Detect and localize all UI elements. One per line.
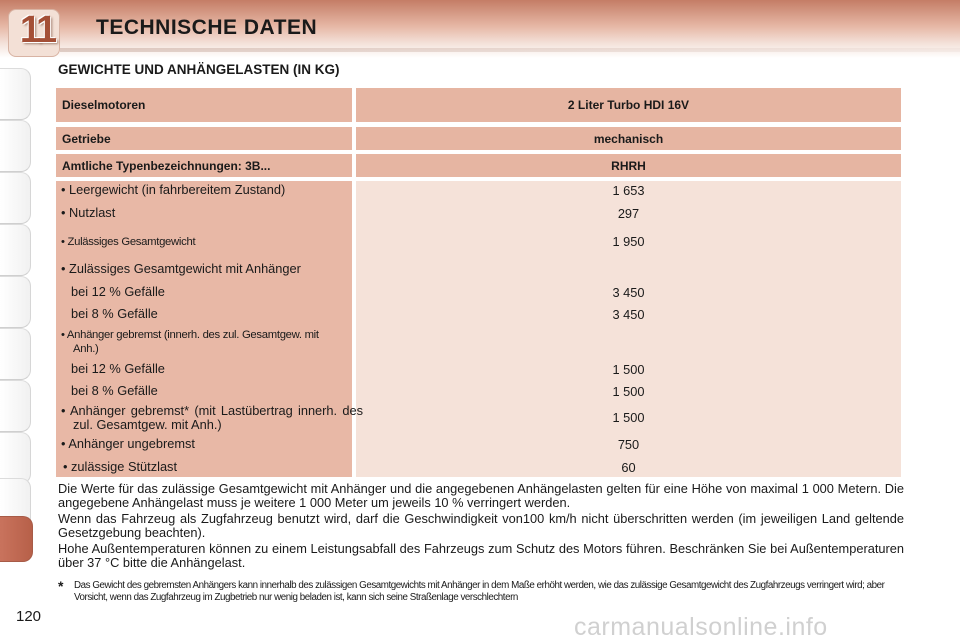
table-value-column <box>356 181 901 477</box>
table-row-value: 60 <box>621 460 636 475</box>
header-row-engine-label: Dieselmotoren <box>56 88 352 122</box>
table-row-label: bei 12 % Gefälle <box>71 284 165 299</box>
side-tab-technical-data[interactable] <box>0 516 33 562</box>
section-title: GEWICHTE UND ANHÄNGELASTEN (IN KG) <box>58 62 340 77</box>
watermark: carmanualsonline.info <box>574 613 828 641</box>
footnote-text: Das Gewicht des gebremsten Anhängers kann innerhalb des zulässigen Gesamtgewichts mit Anhänger in dem Maße erhöht werden, wie das zulässige Gesamtgewicht des Zugfahrzeugs verringert wird; aber Vorsicht, wenn das Zugfahrzeug im Zugbetrieb nur wenig beladen ist, kann sich seine Straßenlage verschlechtern <box>74 580 885 603</box>
header-row-type-label: Amtliche Typenbezeichnungen: 3B... <box>56 154 352 177</box>
side-tab-5[interactable] <box>0 276 31 328</box>
side-tab-4[interactable] <box>0 224 31 276</box>
table-row-label: bei 8 % Gefälle <box>71 306 158 321</box>
table-row-label: • Anhänger gebremst* (mit Lastübertrag innerh. des zul. Gesamtgew. mit Anh.) <box>61 403 363 432</box>
header-divider <box>60 48 960 52</box>
side-tab-3[interactable] <box>0 172 31 224</box>
paragraph-speed: Wenn das Fahrzeug als Zugfahrzeug benutzt wird, darf die Geschwindigkeit von100 km/h nicht überschritten werden (im jeweiligen Land geltende Gesetzgebung beachten). <box>58 511 904 540</box>
table-row-value: 1 500 <box>612 410 645 425</box>
table-row-label: • Nutzlast <box>61 205 116 220</box>
table-row-label: bei 12 % Gefälle <box>71 361 165 376</box>
header-row-engine-value: 2 Liter Turbo HDI 16V <box>356 88 901 122</box>
chapter-title: TECHNISCHE DATEN <box>96 16 318 39</box>
chapter-number: 11 <box>19 9 55 51</box>
table-row-value: 297 <box>617 206 640 221</box>
paragraph-temperature: Hohe Außentemperaturen können zu einem Leistungsabfall des Fahrzeugs zum Schutz des Motors führen. Beschränken Sie bei Außentemperaturen über 37 °C bitte die Anhängelast. <box>58 541 904 570</box>
paragraph-altitude: Die Werte für das zulässige Gesamtgewicht mit Anhänger und die angegebenen Anhängelasten gelten für eine Höhe von maximal 1 000 Metern. Die angegebene Anhängelast muss je weitere 1 000 Meter um jeweils 10 % verringert werden. <box>58 481 904 510</box>
table-row-label: • Anhänger gebremst (innerh. des zul. Gesamtgew. mit Anh.) <box>61 329 319 355</box>
table-row-value: 1 950 <box>612 234 645 249</box>
table-row-value: 3 450 <box>612 285 645 300</box>
table-row-label: • Leergewicht (in fahrbereitem Zustand) <box>61 182 286 197</box>
side-tab-1[interactable] <box>0 68 31 120</box>
page-number: 120 <box>16 608 42 625</box>
table-row-value: 1 500 <box>612 362 645 377</box>
table-row-label: • Anhänger ungebremst <box>61 436 195 451</box>
header-row-gearbox-value: mechanisch <box>356 127 901 150</box>
footnote-marker: * <box>58 578 64 594</box>
header-row-gearbox-label: Getriebe <box>56 127 352 150</box>
side-tab-2[interactable] <box>0 120 31 172</box>
table-row-value: 1 653 <box>612 183 645 198</box>
table-row-label: bei 8 % Gefälle <box>71 383 158 398</box>
side-tab-7[interactable] <box>0 380 31 432</box>
table-row-value: 1 500 <box>612 384 645 399</box>
side-tab-6[interactable] <box>0 328 31 380</box>
table-row-label: • Zulässiges Gesamtgewicht mit Anhänger <box>61 261 301 276</box>
header-row-type-value: RHRH <box>356 154 901 177</box>
table-row-value: 750 <box>617 437 640 452</box>
side-tab-8[interactable] <box>0 432 31 484</box>
table-row-value: 3 450 <box>612 307 645 322</box>
table-row-label: • Zulässiges Gesamtgewicht <box>61 236 196 248</box>
table-row-label: • zulässige Stützlast <box>63 459 178 474</box>
